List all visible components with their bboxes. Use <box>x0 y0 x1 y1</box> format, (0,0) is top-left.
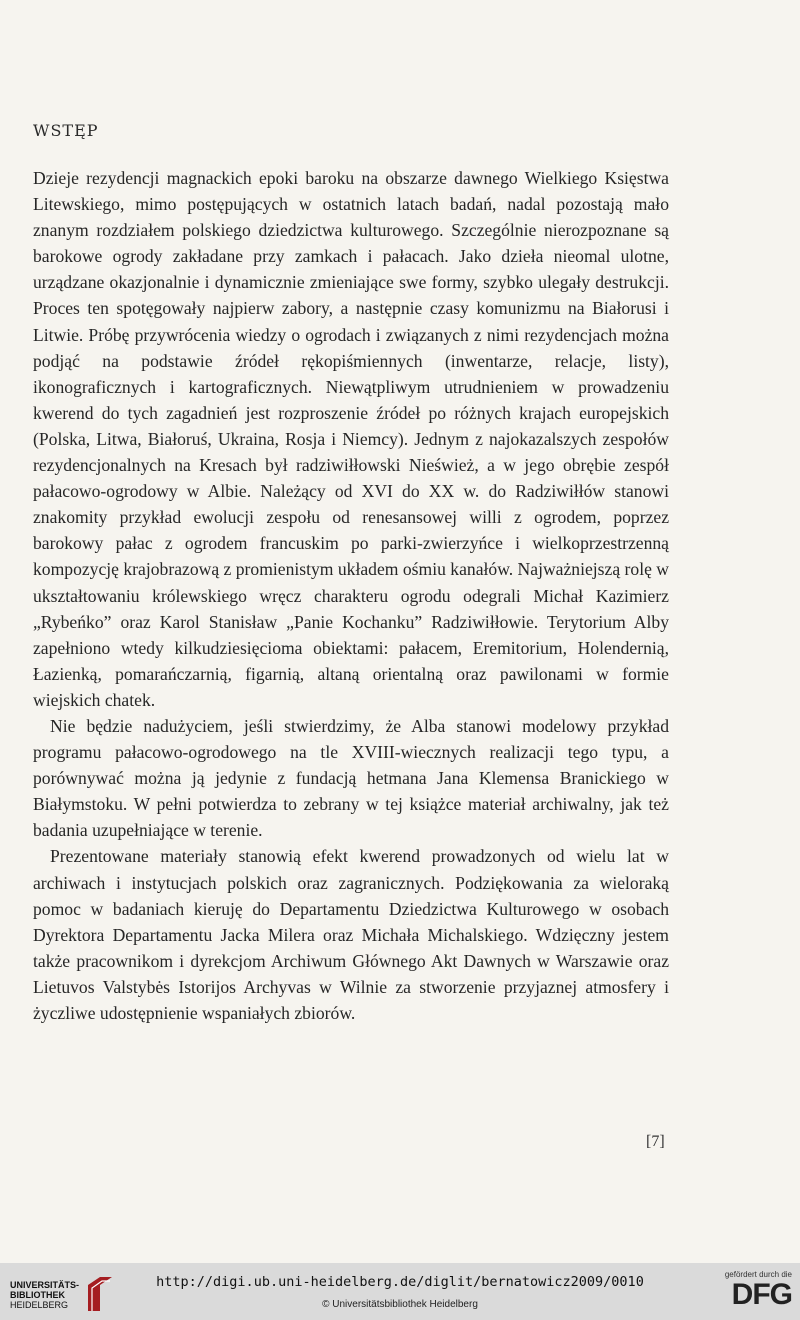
paragraph: Prezentowane materiały stanowią efekt kwerend prowadzonych od wielu lat w archiwach i instytucjach polskich oraz zagranicznych. Podziękowania za wieloraką pomoc w badaniach kieruję do Departamentu Dziedzictwa Kulturowego w osobach Dyrektora Departamentu Jacka Milera oraz Michała Michalskiego. Wdzięczny jestem także pracownikom i dyrekcjom Archiwum Głównego Akt Dawnych w Warszawie oraz Lietuvos Valstybės Istorijos Archyvas w Wilnie za stworzenie przyjaznej atmosfery i życzliwe udostępnienie wspaniałych zbiorów. <box>33 846 669 1023</box>
library-name-line: HEIDELBERG <box>10 1300 69 1310</box>
page-number: [7] <box>646 1133 665 1150</box>
sponsor-caption: gefördert durch die <box>724 1270 792 1279</box>
paragraph: Nie będzie nadużyciem, jeśli stwierdzimy, że Alba stanowi modelowy przykład programu pałacowo-ogrodowego na tle XVIII-wiecznych realizacji tego typu, a porównywać można ją jedynie z fundacją hetmana Jana Klemensa Branickiego w Białymstoku. W pełni potwierdza to zebrany w tej książce materiał archiwalny, jak też badania uzupełniające w terenie. <box>33 715 669 841</box>
body-text <box>33 165 669 1026</box>
copyright-notice: © Universitätsbibliothek Heidelberg <box>322 1299 478 1310</box>
paragraph: Dzieje rezydencji magnackich epoki baroku na obszarze dawnego Wielkiego Księstwa Litewskiego, mimo postępujących w ostatnich latach badań, nadal pozostają mało znanym rozdziałem polskiego dziedzictwa kulturowego. Szczególnie nierozpoznane są barokowe ogrody zakładane przy zamkach i pałacach. Jako dzieła nieomal ulotne, urządzane okazjonalnie i dynamicznie zmieniające swe formy, szybko ulegały destrukcji. Proces ten spotęgowały najpierw zabory, a następnie czasy komunizmu na Białorusi i Litwie. Próbę przywrócenia wiedzy o ogrodach i związanych z nimi rezydencjach można podjąć na podstawie źródeł rękopiśmiennych (inwentarze, relacje, listy), ikonograficznych i kartograficznych. Niewątpliwym utrudnieniem w prowadzeniu kwerend do tych zagadnień jest rozproszenie źródeł po różnych krajach europejskich (Polska, Litwa, Białoruś, Ukraina, Rosja i Niemcy). Jednym z najokazalszych zespołów rezydencjonalnych na Kresach był radziwiłłowski Nieśwież, a w jego obrębie zespół pałacowo-ogrodowy w Albie. Należący od XVI do XX w. do Radziwiłłów stanowi znakomity przykład ewolucji zespołu od renesansowej willi z ogrodem, poprzez barokowy pałac z ogrodem francuskim po parki-zwierzyńce i wielkoprzestrzenną kompozycję krajobrazową z promienistym układem ośmiu kanałów. Najważniejszą rolę w ukształtowaniu królewskiego wręcz charakteru ogrodu odegrali Michał Kazimierz „Rybeńko” oraz Karol Stanisław „Panie Kochanku” Radziwiłłowie. Terytorium Alby zapełniono wtedy kilkudziesięcioma obiektami: pałacem, Eremitorium, Holendernią, Łazienką, pomarańczarnią, figarnią, altaną orientalną oraz pawilonami w formie wiejskich chatek. <box>33 168 669 710</box>
footer-bar <box>0 1263 800 1320</box>
library-name-line: UNIVERSITÄTS- <box>10 1280 80 1290</box>
dfg-logo: DFG <box>731 1278 792 1311</box>
dfg-sponsor[interactable] <box>708 1270 792 1310</box>
library-name-line: BIBLIOTHEK <box>10 1290 65 1300</box>
chapter-heading: WSTĘP <box>33 121 99 140</box>
permalink-url[interactable]: http://digi.ub.uni-heidelberg.de/diglit/bernatowicz2009/0010 <box>156 1274 644 1290</box>
